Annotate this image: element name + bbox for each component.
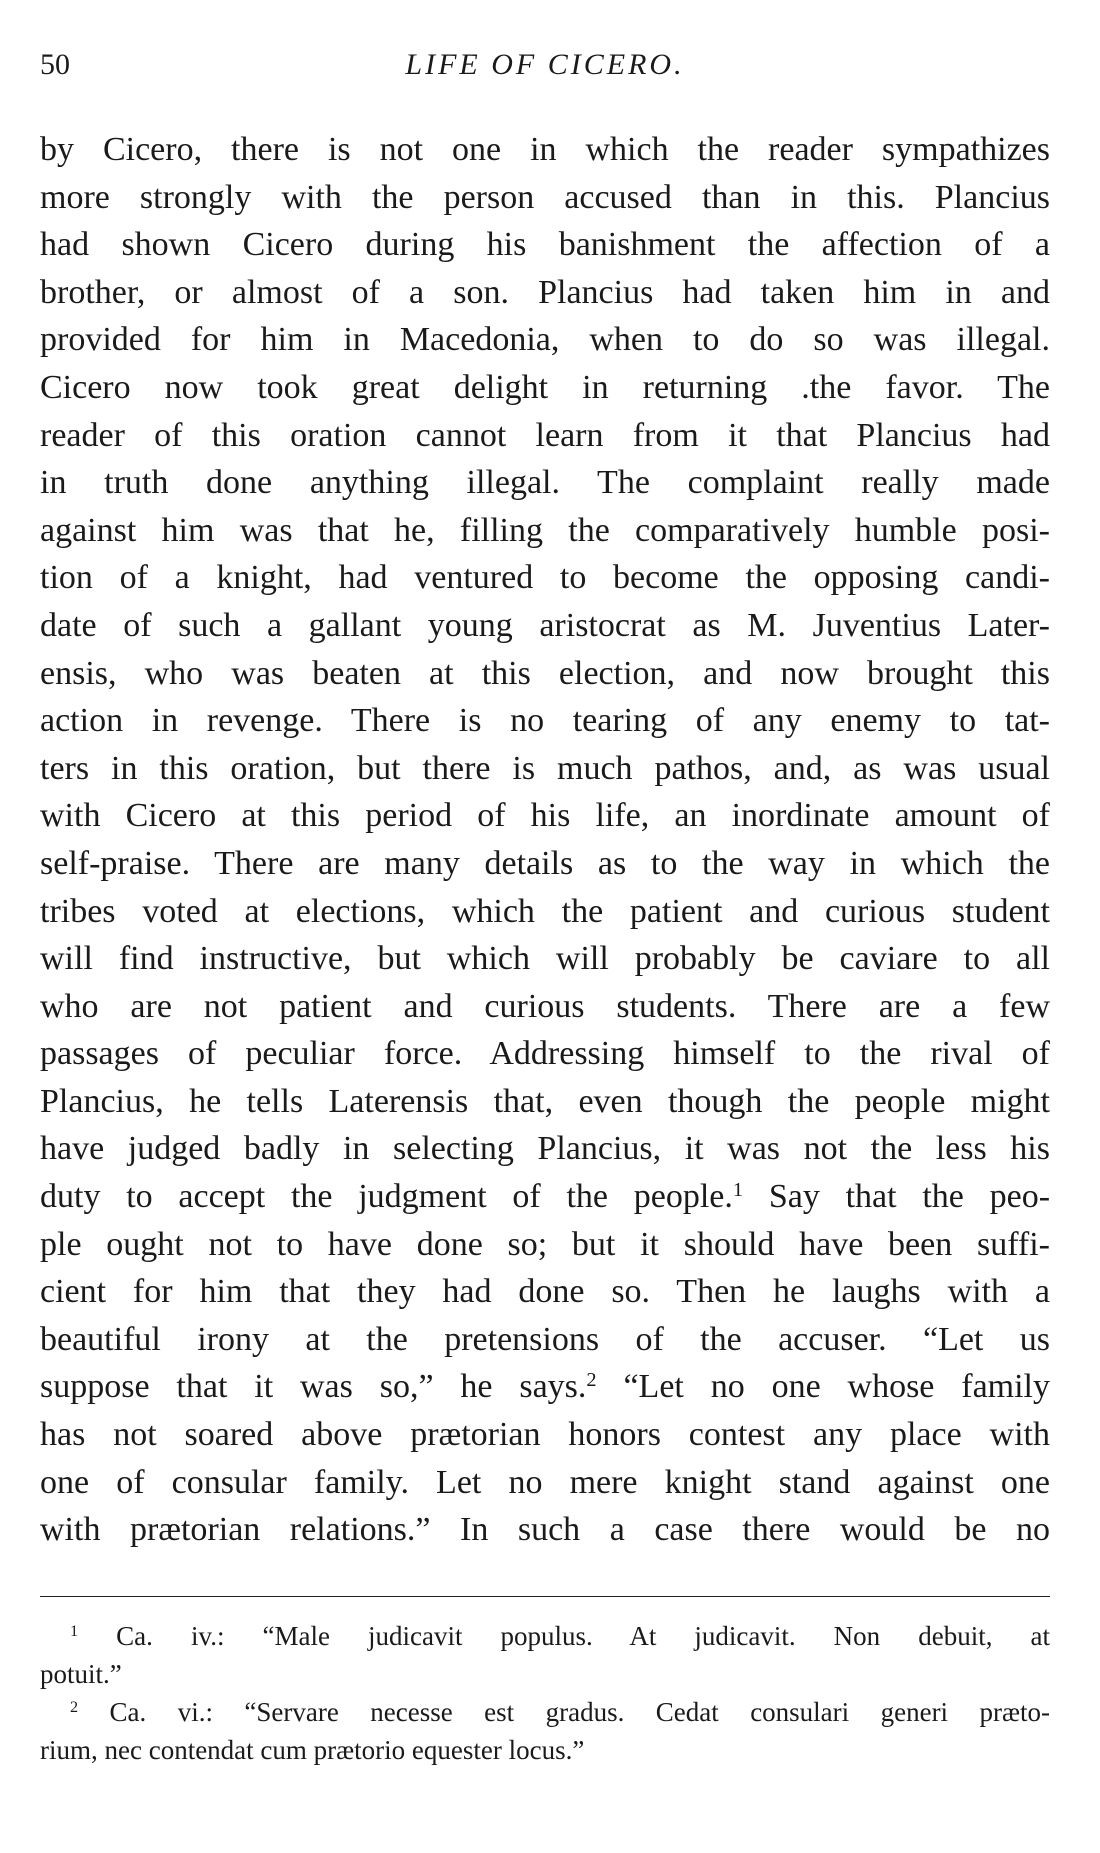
footnotes	[40, 1617, 1050, 1769]
text-line: with Cicero at this period of his life, an inordinate amount of	[40, 797, 1050, 835]
text-line: by Cicero, there is not one in which the reader sympathizes	[40, 131, 1050, 168]
text-line: date of such a gallant young aristocrat as M. Juventius Later-	[40, 606, 1050, 644]
text-line: have judged badly in selecting Plancius, it was not the less his	[40, 1130, 1050, 1168]
footnote-2-continued: rium, nec contendat cum prætorio equester locus.”	[40, 1734, 585, 1765]
footnote-1	[40, 1617, 1050, 1655]
text-segment: “Let no one whose family	[596, 1368, 1050, 1406]
footnote-ref-2[interactable]: 2	[586, 1369, 597, 1392]
text-segment: duty to accept the judgment of the people.	[40, 1178, 733, 1216]
text-line: self-praise. There are many details as to the way in which the	[40, 844, 1050, 882]
text-line: will find instructive, but which will probably be caviare to all	[40, 940, 1050, 978]
text-line: one of consular family. Let no mere knight stand against one	[40, 1463, 1050, 1501]
text-line-with-footnote-ref	[40, 1173, 1050, 1221]
footnote-1-continued: potuit.”	[40, 1658, 122, 1689]
page-number: 50	[40, 48, 70, 81]
footnote-ref-1[interactable]: 1	[732, 1178, 744, 1201]
text-line: who are not patient and curious students. There are a few	[40, 987, 1050, 1025]
text-line: beautiful irony at the pretensions of the accuser. “Let us	[40, 1320, 1050, 1358]
text-line-with-footnote-ref	[40, 1363, 1050, 1411]
text-line: reader of this oration cannot learn from it that Plancius had	[40, 416, 1050, 454]
text-segment: Say that the peo-	[743, 1178, 1051, 1216]
text-line: Cicero now took great delight in returning .the favor. The	[40, 368, 1050, 406]
text-line: provided for him in Macedonia, when to do so was illegal.	[40, 321, 1050, 359]
text-line: ters in this oration, but there is much pathos, and, as was usual	[40, 749, 1050, 787]
text-line: action in revenge. There is no tearing of any enemy to tat-	[40, 702, 1050, 740]
text-line: tion of a knight, had ventured to become the opposing candi-	[40, 559, 1050, 597]
text-line: in truth done anything illegal. The complaint really made	[40, 464, 1050, 502]
running-head	[40, 48, 1050, 88]
text-line: ple ought not to have done so; but it should have been suffi-	[40, 1225, 1050, 1263]
text-line: passages of peculiar force. Addressing himself to the rival of	[40, 1035, 1050, 1073]
running-title: LIFE OF CICERO.	[405, 48, 685, 81]
body-text	[40, 126, 1050, 1554]
book-page	[40, 48, 1050, 1769]
text-line: ensis, who was beaten at this election, and now brought this	[40, 654, 1050, 692]
text-line: with prætorian relations.” In such a case there would be no	[40, 1511, 1050, 1549]
text-line: against him was that he, filling the comparatively humble posi-	[40, 511, 1050, 549]
text-line: had shown Cicero during his banishment the affection of a	[40, 226, 1050, 264]
text-line: cient for him that they had done so. Then he laughs with a	[40, 1273, 1050, 1311]
text-line: brother, or almost of a son. Plancius had taken him in and	[40, 273, 1050, 311]
footnote-marker: 2	[70, 1697, 79, 1716]
text-line: has not soared above prætorian honors contest any place with	[40, 1416, 1050, 1454]
footnote-marker: 1	[70, 1621, 79, 1640]
footnote-divider	[40, 1596, 1050, 1597]
text-line: more strongly with the person accused than in this. Plancius	[40, 178, 1050, 216]
footnote-2	[40, 1693, 1050, 1731]
text-line: Plancius, he tells Laterensis that, even though the people might	[40, 1082, 1050, 1120]
footnote-text: Ca. iv.: “Male judicavit populus. At judicavit. Non debuit, at	[78, 1620, 1050, 1651]
text-line: tribes voted at elections, which the patient and curious student	[40, 892, 1050, 930]
text-segment: suppose that it was so,” he says.	[40, 1368, 587, 1406]
footnote-text: Ca. vi.: “Servare necesse est gradus. Cedat consulari generi præto-	[78, 1696, 1050, 1727]
